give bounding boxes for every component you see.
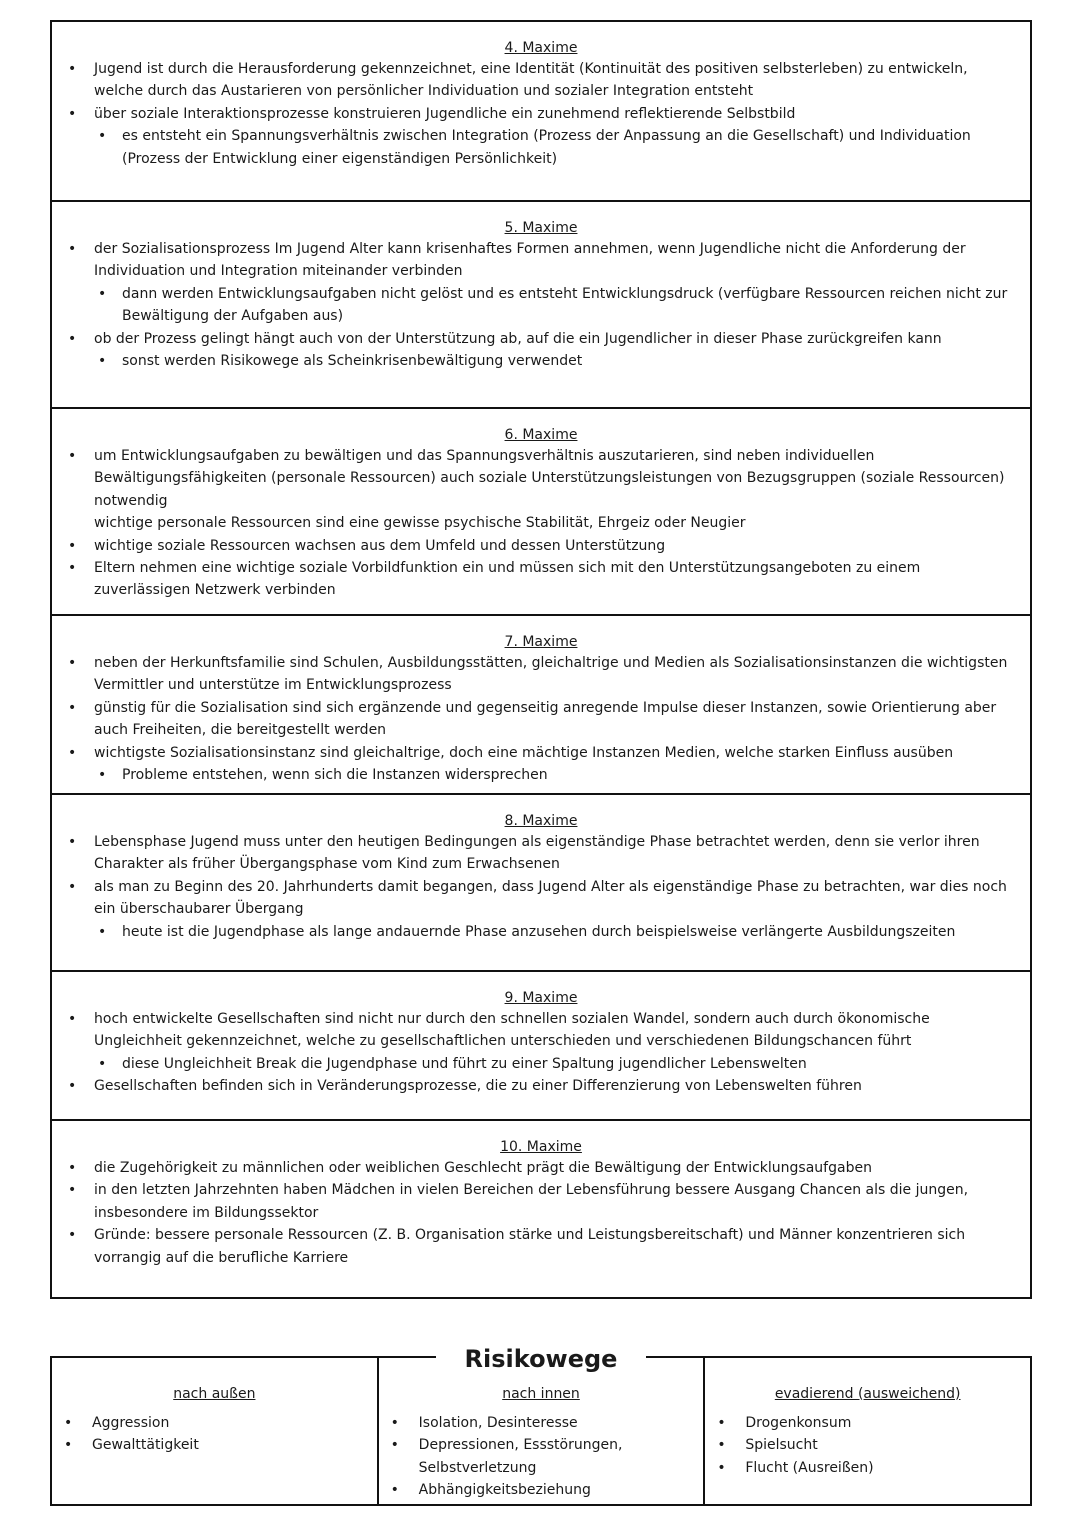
sub-bullet-item: • diese Ungleichheit Break die Jugendphase und führt zu einer Spaltung jugendlicher Lebenswelten	[94, 1053, 1018, 1075]
bullet-item	[52, 445, 1030, 535]
risk-item: • Drogenkonsum	[705, 1412, 1030, 1434]
maxime-box	[52, 22, 1030, 200]
sub-bullet-item: • es entsteht ein Spannungsverhältnis zwischen Integration (Prozess der Anpassung an die Gesellschaft) und Individuation (Prozess der Entwicklung einer eigenständigen Persönlichkeit)	[94, 125, 1018, 170]
bullet-item	[52, 238, 1030, 328]
maxime-box	[52, 1119, 1030, 1297]
bullet-text: neben der Herkunftsfamilie sind Schulen, Ausbildungsstätten, gleichaltrige und Medien als Sozialisationsinstanzen die wichtigsten Vermittler und unterstütze im Entwicklungsprozess	[94, 655, 1008, 694]
bullet-text: Eltern nehmen eine wichtige soziale Vorbildfunktion ein und müssen sich mit den Unterstützungsangeboten zu einem zuverlässigen Netzwerk verbinden	[94, 560, 921, 599]
maxime-title: 6. Maxime	[504, 427, 578, 443]
bullet-item	[52, 535, 1030, 557]
bullet-text: hoch entwickelte Gesellschaften sind nicht nur durch den schnellen sozialen Wandel, sondern auch durch ökonomische Ungleichheit gekennzeichnet, welche zu gesellschaftlichen unterschieden und verschiedenen Bildungschancen führt	[94, 1011, 930, 1050]
bullet-text: in den letzten Jahrzehnten haben Mädchen in vielen Bereichen der Lebensführung bessere Ausgang Chancen als die jungen, insbesondere im Bildungssektor	[94, 1182, 969, 1221]
bullet-text: als man zu Beginn des 20. Jahrhunderts damit begangen, dass Jugend Alter als eigenständige Phase zu betrachten, war dies noch ein überschaubarer Übergang	[94, 878, 1007, 918]
sub-bullet-item: • dann werden Entwicklungsaufgaben nicht gelöst und es entsteht Entwicklungsdruck (verfügbare Ressourcen reichen nicht zur Bewältigung der Aufgaben aus)	[94, 283, 1018, 328]
bullet-text: Gesellschaften befinden sich in Veränderungsprozesse, die zu einer Differenzierung von Lebenswelten führen	[94, 1078, 862, 1095]
risk-item: • Flucht (Ausreißen)	[705, 1457, 1030, 1479]
bullet-text: wichtige soziale Ressourcen wachsen aus dem Umfeld und dessen Unterstützung	[94, 537, 666, 554]
risk-item: • Spielsucht	[705, 1434, 1030, 1456]
bullet-item	[52, 1157, 1030, 1179]
bullet-item	[52, 328, 1030, 373]
bullet-item	[52, 557, 1030, 602]
maxime-title: 7. Maxime	[504, 634, 578, 650]
bullet-item	[52, 58, 1030, 103]
maxime-box	[52, 200, 1030, 407]
maxime-title: 8. Maxime	[504, 813, 578, 829]
risikowege-title: Risikowege	[436, 1342, 646, 1376]
risikowege-table	[50, 1356, 1032, 1506]
risk-item: • Depressionen, Essstörungen, Selbstverletzung	[379, 1434, 704, 1479]
bullet-text: um Entwicklungsaufgaben zu bewältigen und das Spannungsverhältnis auszutarieren, sind neben individuellen Bewältigungsfähigkeiten (personale Ressourcen) auch soziale Unterstützungsleistungen von Bezugsgruppen (soziale Ressourcen) notwendig	[94, 448, 1005, 509]
risk-item: • Abhängigkeitsbeziehung	[379, 1479, 704, 1501]
maxime-title: 10. Maxime	[500, 1139, 582, 1155]
risk-item: • Gewalttätigkeit	[52, 1434, 377, 1456]
risk-column-heading: nach innen	[502, 1386, 580, 1402]
bullet-text: wichtigste Sozialisationsinstanz sind gleichaltrige, doch eine mächtige Instanzen Medien, welche starken Einfluss ausüben	[94, 744, 954, 761]
maxime-title: 5. Maxime	[504, 220, 578, 236]
bullet-text: günstig für die Sozialisation sind sich ergänzende und gegenseitig anregende Impulse dieser Instanzen, sowie Orientierung aber auch Freiheiten, die bereitgestellt werden	[94, 699, 997, 739]
risk-column-heading: evadierend (ausweichend)	[774, 1386, 961, 1402]
risk-column-evading	[703, 1358, 1030, 1504]
maxime-title: 9. Maxime	[504, 990, 578, 1006]
maxime-box	[52, 614, 1030, 793]
maxime-title: 4. Maxime	[504, 40, 578, 56]
maxime-box	[52, 407, 1030, 614]
bullet-text: über soziale Interaktionsprozesse konstruieren Jugendliche ein zunehmend reflektierende Selbstbild	[94, 105, 796, 122]
sub-bullet-item: • heute ist die Jugendphase als lange andauernde Phase anzusehen durch beispielsweise verlängerte Ausbildungszeiten	[94, 921, 1018, 943]
sub-bullet-item: • Probleme entstehen, wenn sich die Instanzen widersprechen	[94, 764, 1018, 786]
risk-item: • Aggression	[52, 1412, 377, 1434]
maxime-box	[52, 793, 1030, 970]
bullet-item	[52, 652, 1030, 697]
bullet-text: Gründe: bessere personale Ressourcen (Z. B. Organisation stärke und Leistungsbereitschaft) und Männer konzentrieren sich vorrangig auf die berufliche Karriere	[94, 1227, 966, 1266]
maxime-stack	[50, 20, 1032, 1299]
bullet-item	[52, 1224, 1030, 1269]
maxime-box	[52, 970, 1030, 1119]
bullet-text: der Sozialisationsprozess Im Jugend Alter kann krisenhaftes Formen annehmen, wenn Jugendliche nicht die Anforderung der Individuation und Integration miteinander verbinden	[94, 241, 966, 280]
bullet-item	[52, 1179, 1030, 1224]
bullet-continuation: wichtige personale Ressourcen sind eine gewisse psychische Stabilität, Ehrgeiz oder Neugier	[94, 515, 746, 532]
bullet-item	[52, 876, 1030, 943]
bullet-item	[52, 1075, 1030, 1097]
risk-column-inward	[377, 1358, 704, 1504]
risk-column-heading: nach außen	[173, 1386, 256, 1402]
risk-item: • Isolation, Desinteresse	[379, 1412, 704, 1434]
sub-bullet-item: • sonst werden Risikowege als Scheinkrisenbewältigung verwendet	[94, 350, 1018, 372]
bullet-item	[52, 103, 1030, 170]
bullet-text: ob der Prozess gelingt hängt auch von der Unterstützung ab, auf die ein Jugendlicher in dieser Phase zurückgreifen kann	[94, 330, 942, 347]
bullet-item	[52, 831, 1030, 876]
bullet-item	[52, 697, 1030, 742]
bullet-text: Jugend ist durch die Herausforderung gekennzeichnet, eine Identität (Kontinuität des positiven selbsterleben) zu entwickeln, welche durch das Austarieren von persönlicher Individuation und sozialer Integration entsteht	[94, 61, 968, 100]
bullet-item	[52, 742, 1030, 787]
bullet-text: Lebensphase Jugend muss unter den heutigen Bedingungen als eigenständige Phase betrachtet werden, denn sie verlor ihren Charakter als früher Übergangsphase vom Kind zum Erwachsenen	[94, 834, 980, 873]
risk-column-outward	[52, 1358, 377, 1504]
bullet-text: die Zugehörigkeit zu männlichen oder weiblichen Geschlecht prägt die Bewältigung der Entwicklungsaufgaben	[94, 1160, 872, 1176]
bullet-item	[52, 1008, 1030, 1075]
